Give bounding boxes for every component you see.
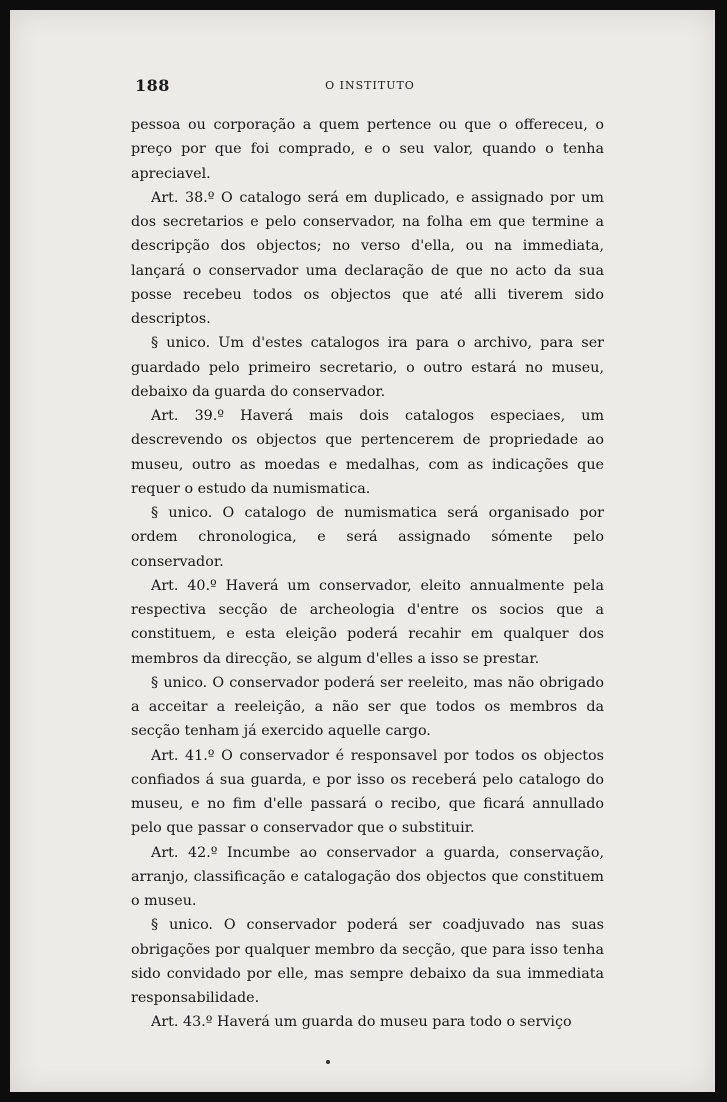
article-42: Art. 42.º Incumbe ao conservador a guarda, conservação, arranjo, classificação e catalogação dos objectos que constituem o museu.	[131, 844, 604, 909]
article-40-unico: § unico. O conservador poderá ser reeleito, mas não obrigado a acceitar a reeleição, a não ser que todos os membros da secção tenham já exercido aquelle cargo.	[131, 674, 604, 740]
article-42-unico: § unico. O conservador poderá ser coadjuvado nas suas obrigações por qualquer membro da secção, que para isso tenha sido convidado por elle, mas sempre debaixo da sua immediata responsabilidade.	[131, 917, 604, 1006]
page-number: 188	[135, 76, 170, 95]
article-39: Art. 39.º Haverá mais dois catalogos especiaes, um descrevendo os objectos que pertencerem de propriedade ao museu, outro as moedas e medalhas, com as indicações que requer o estudo da numismatica.	[131, 408, 604, 497]
article-38-unico: § unico. Um d'estes catalogos ira para o archivo, para ser guardado pelo primeiro secretario, o outro estará no museu, debaixo da guarda do conservador.	[131, 335, 604, 400]
article-38: Art. 38.º O catalogo será em duplicado, e assignado por um dos secretarios e pelo conservador, na folha em que termine a descripção dos objectos; no verso d'ella, ou na immediata, lançará o conservador uma declaração de que no acto da sua posse recebeu todos os objectos que até alli tiverem sido descriptos.	[131, 189, 604, 327]
paragraph-continuation: pessoa ou corporação a quem pertence ou que o offereceu, o preço por que foi comprado, e o seu valor, quando o tenha apreciavel.	[131, 117, 604, 182]
ink-dot	[326, 1060, 330, 1064]
running-title: O INSTITUTO	[325, 79, 415, 92]
article-40: Art. 40.º Haverá um conservador, eleito annualmente pela respectiva secção de archeologia d'entre os socios que a constituem, e esta eleição poderá recahir em qualquer dos membros da direcção, se algum d'elles a isso se prestar.	[131, 577, 604, 667]
article-39-unico: § unico. O catalogo de numismatica será organisado por ordem chronologica, e será assignado sómente pelo conservador.	[131, 505, 604, 570]
book-page	[10, 10, 715, 1092]
article-43: Art. 43.º Haverá um guarda do museu para todo o serviço	[151, 1014, 572, 1031]
body-text	[131, 113, 604, 1035]
page-header	[135, 76, 605, 98]
article-41: Art. 41.º O conservador é responsavel por todos os objectos confiados á sua guarda, e por isso os receberá pelo catalogo do museu, e no fim d'elle passará o recibo, que ficará annullado pelo que passar o conservador que o substituir.	[131, 747, 604, 837]
